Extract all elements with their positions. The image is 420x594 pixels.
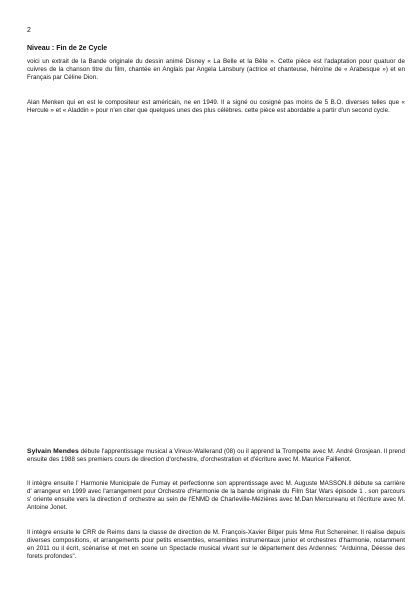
composer-paragraph: Alan Menken qui en est le compositeur est américain, ne en 1949. Il a signé ou cosigné pas moins de 5 B.O. diverses telles que « Hercule » et « Aladdin » pour n'en citer que quelques unes des plus célèbres. cette pièce est abordable a partir d'un second cycle. <box>27 99 405 114</box>
bio-paragraph-3: Il intègre ensuite le CRR de Reims dans la classe de direction de M. François-Xavier Bilger puis Mme Rut Schereiner. Il réalise depuis diverses compositions, et arrangements pour petits ensembles, ensembles instrumentaux junior et orchestres d'harmonie, notamment en 2011 ou il écrit, scénarise et met en scene un Spectacle musical vivant sur le département des Ardennes: "Arduinna, Déesse des forets profondes". <box>27 529 405 560</box>
level-value: Fin de 2e Cycle <box>56 45 108 52</box>
author-name: Sylvain Mendes <box>27 448 79 455</box>
level-heading <box>27 45 107 52</box>
bio-paragraph-1-text: débute l'apprentissage musical a Vireux-Wallerand (08) ou il apprend la Trompette avec M. André Grosjean. Il prend ensuite des 1988 ses premiers cours de direction d'orchestre, d'orchestration et d'écriture avec M. Maurice Faillenot. <box>27 448 405 463</box>
page-number: 2 <box>27 27 31 34</box>
bio-paragraph-1 <box>27 448 405 464</box>
level-separator: : <box>49 45 57 52</box>
description-paragraph: voici un extrait de la Bande originale du dessin animé Disney « La Belle et la Bête ». Cette pièce est l'adaptation pour quatuor de cuivres de la chanson titre du film, chantée en Anglais par Angela Lansbury (actrice et chanteuse, héroïne de « Arabesque ») et en Français par Céline Dion. <box>27 58 405 81</box>
bio-paragraph-2: Il intègre ensuite l' Harmonie Municipale de Fumay et perfectionne son apprentissage avec M. Auguste MASSON.Il débute sa carrière d' arrangeur en 1999 avec l'arrangement pour Orchestre d'Harmonie de la bande originale du Film Star Wars épisode 1 . son parcours s' oriente ensuite vers la direction d' orchestre au sein de l'ENMD de Charleville-Mézières avec M.Dan Mercureanu et l'écriture avec M. Antoine Jonet. <box>27 480 405 511</box>
level-label: Niveau <box>27 45 50 52</box>
